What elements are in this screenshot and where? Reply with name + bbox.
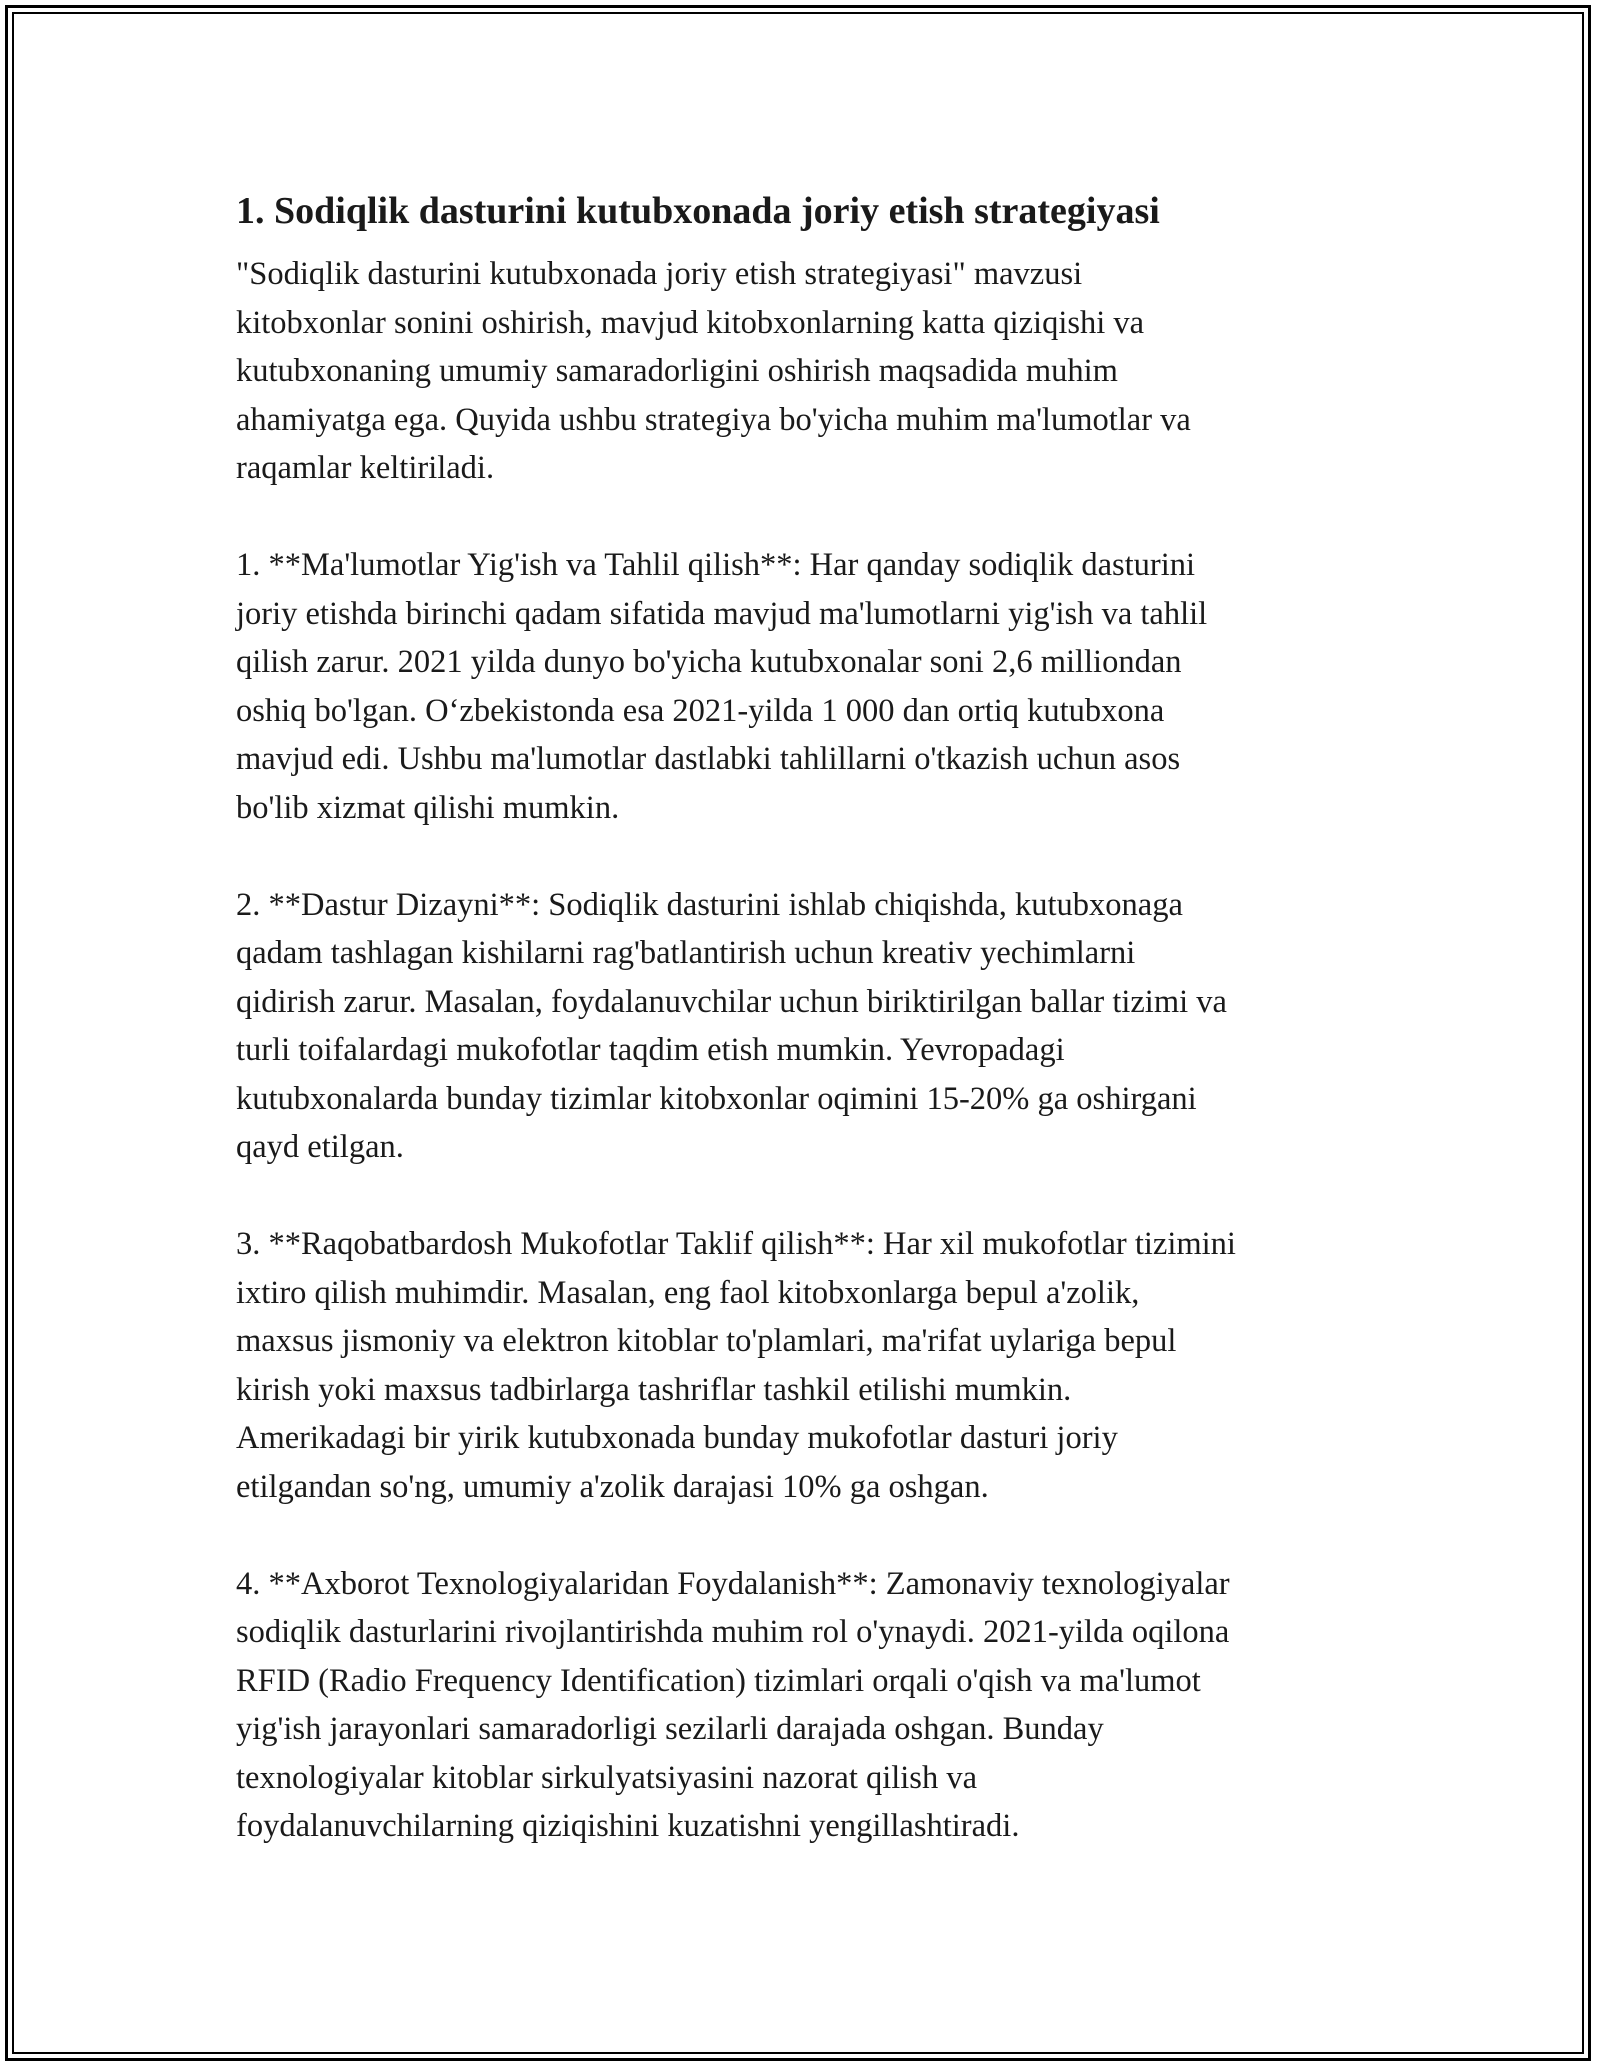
intro-paragraph — [236, 250, 1376, 493]
text-line: maxsus jismoniy va elektron kitoblar to'plamlari, ma'rifat uylariga bepul — [236, 1323, 1177, 1359]
text-line: etilgandan so'ng, umumiy a'zolik darajasi 10% ga oshgan. — [236, 1468, 989, 1505]
text-line: yig'ish jarayonlari samaradorligi sezilarli darajada oshgan. Bunday — [236, 1711, 1104, 1747]
text-line: joriy etishda birinchi qadam sifatida mavjud ma'lumotlarni yig'ish va tahlil — [236, 595, 1208, 632]
text-line: "Sodiqlik dasturini kutubxonada joriy etish strategiyasi" mavzusi — [236, 256, 1083, 292]
document-title: 1. Sodiqlik dasturini kutubxonada joriy etish strategiyasi — [236, 190, 1160, 232]
text-line: mavjud edi. Ushbu ma'lumotlar dastlabki tahlillarni o'tkazish uchun asos — [236, 741, 1181, 777]
paragraph-program-design — [236, 881, 1376, 1172]
text-line: 4. **Axborot Texnologiyalaridan Foydalanish**: Zamonaviy texnologiyalar — [236, 1565, 1230, 1602]
text-line: kutubxonaning umumiy samaradorligini oshirish maqsadida muhim — [236, 353, 1118, 389]
text-line: kirish yoki maxsus tadbirlarga tashriflar tashkil etilishi mumkin. — [236, 1371, 1072, 1408]
paragraph-data-collection — [236, 541, 1376, 832]
text-line: 1. **Ma'lumotlar Yig'ish va Tahlil qilish**: Har qanday sodiqlik dasturini — [236, 547, 1196, 583]
text-line: oshiq bo'lgan. Oʻzbekistonda esa 2021-yilda 1 000 dan ortiq kutubxona — [236, 692, 1165, 729]
text-line: qayd etilgan. — [236, 1129, 404, 1165]
text-line: ixtiro qilish muhimdir. Masalan, eng faol kitobxonlarga bepul a'zolik, — [236, 1274, 1140, 1311]
text-line: RFID (Radio Frequency Identification) tizimlari orqali o'qish va ma'lumot — [236, 1662, 1201, 1699]
text-line: qadam tashlagan kishilarni rag'batlantirish uchun kreativ yechimlarni — [236, 935, 1136, 971]
paragraph-information-technology — [236, 1560, 1376, 1851]
text-line: kitobxonlar sonini oshirish, mavjud kitobxonlarning katta qiziqishi va — [236, 304, 1145, 341]
text-line: Amerikadagi bir yirik kutubxonada bunday mukofotlar dasturi joriy — [236, 1420, 1118, 1456]
document-body — [236, 186, 1376, 1899]
text-line: 3. **Raqobatbardosh Mukofotlar Taklif qilish**: Har xil mukofotlar tizimini — [236, 1226, 1236, 1262]
text-line: sodiqlik dasturlarini rivojlantirishda muhim rol o'ynaydi. 2021-yilda oqilona — [236, 1614, 1230, 1650]
text-line: qilish zarur. 2021 yilda dunyo bo'yicha kutubxonalar soni 2,6 milliondan — [236, 644, 1182, 680]
text-line: foydalanuvchilarning qiziqishini kuzatishni yengillashtiradi. — [236, 1808, 1020, 1844]
text-line: ahamiyatga ega. Quyida ushbu strategiya bo'yicha muhim ma'lumotlar va — [236, 401, 1191, 438]
text-line: bo'lib xizmat qilishi mumkin. — [236, 789, 620, 826]
text-line: raqamlar keltiriladi. — [236, 450, 495, 486]
text-line: texnologiyalar kitoblar sirkulyatsiyasini nazorat qilish va — [236, 1759, 978, 1796]
text-line: turli toifalardagi mukofotlar taqdim etish mumkin. Yevropadagi — [236, 1032, 1065, 1068]
text-line: kutubxonalarda bunday tizimlar kitobxonlar oqimini 15-20% ga oshirgani — [236, 1080, 1197, 1117]
text-line: 2. **Dastur Dizayni**: Sodiqlik dasturini ishlab chiqishda, kutubxonaga — [236, 886, 1183, 923]
paragraph-rewards — [236, 1220, 1376, 1511]
text-line: qidirish zarur. Masalan, foydalanuvchilar uchun biriktirilgan ballar tizimi va — [236, 983, 1227, 1020]
